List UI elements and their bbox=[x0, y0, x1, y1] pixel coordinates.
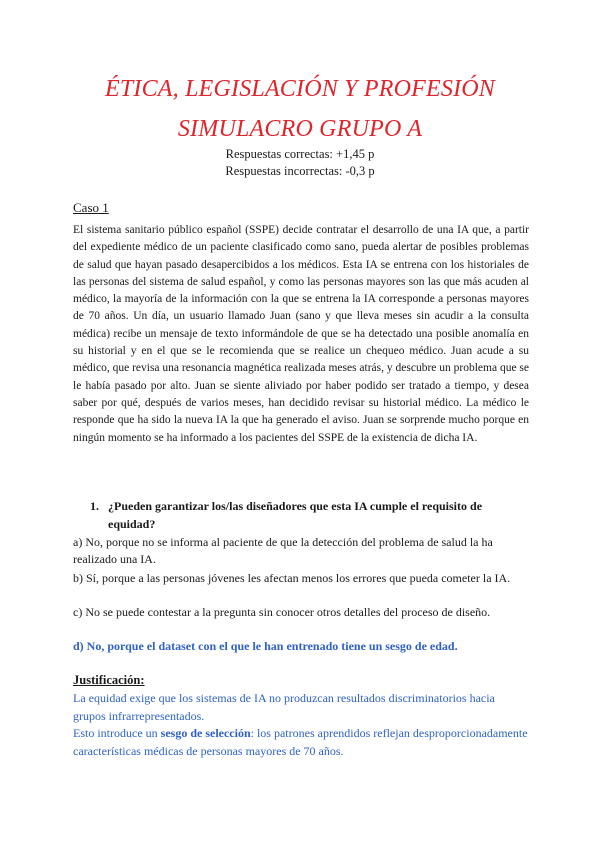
incorrect-answer-scoring: Respuestas incorrectas: -0,3 p bbox=[225, 164, 375, 178]
selection-bias-highlight: sesgo de selección bbox=[160, 726, 251, 740]
question-number: 1. bbox=[90, 499, 99, 513]
answer-option-c: c) No se puede contestar a la pregunta sin conocer otros detalles del proceso de diseño. bbox=[73, 605, 491, 619]
document-title: ÉTICA, LEGISLACIÓN Y PROFESIÓN bbox=[105, 76, 495, 102]
justification-text bbox=[73, 690, 529, 760]
justification-label: Justificación: bbox=[73, 673, 145, 687]
question-1 bbox=[90, 498, 525, 533]
justification-line-1: La equidad exige que los sistemas de IA no produzcan resultados discriminatorios hacia grupos infrarrepresentados. bbox=[73, 691, 495, 723]
justification-line-2-suffix: : los patrones aprendidos reflejan desproporcionadamente características médicas de personas mayores de 70 años. bbox=[73, 726, 528, 758]
document-subtitle: SIMULACRO GRUPO A bbox=[177, 116, 423, 142]
correct-answer-scoring: Respuestas correctas: +1,45 p bbox=[225, 147, 375, 161]
answer-option-d-correct: d) No, porque el dataset con el que le han entrenado tiene un sesgo de edad. bbox=[73, 639, 458, 653]
justification-line-2-prefix: Esto introduce un bbox=[73, 726, 161, 740]
case-description: El sistema sanitario público español (SSPE) decide contratar el desarrollo de una IA que, a partir del expediente médico de un paciente clasificado como sano, pueda alertar de posibles problemas de salud que hayan pasado desapercibidos a los médicos. Esta IA se entrena con los historiales de las personas del sistema de salud español, y como las personas mayores son las que más acuden al médico, la mayoría de la información con la que se entrena la IA corresponde a personas mayores de 70 años. Un día, un usuario llamado Juan (sano y que lleva meses sin acudir a la consulta médica) recibe un mensaje de texto informándole de que se ha detectado una posible anomalía en su historial y en el que se le recomienda que se realice un chequeo médico. Juan acude a su médico, que revisa una resonancia magnética realizada meses atrás, y descubre un problema que se le había pasado por alto. Juan se siente aliviado por haber podido ser tratado a tiempo, y desea saber por qué, después de varios meses, han decidido revisar su historial médico. La médico le responde que ha sido la nueva IA la que ha generado el aviso. Juan se sorprende mucho porque en ningún momento se ha informado a los pacientes del SSPE de la existencia de dicha IA. bbox=[73, 224, 529, 444]
case-label: Caso 1 bbox=[73, 200, 109, 215]
answer-option-b: b) Sí, porque a las personas jóvenes les afectan menos los errores que pueda cometer la IA. bbox=[73, 571, 511, 585]
question-text: ¿Pueden garantizar los/las diseñadores que esta IA cumple el requisito de equidad? bbox=[108, 499, 483, 531]
answer-option-a: a) No, porque no se informa al paciente de que la detección del problema de salud la ha realizado una IA. bbox=[73, 535, 493, 567]
